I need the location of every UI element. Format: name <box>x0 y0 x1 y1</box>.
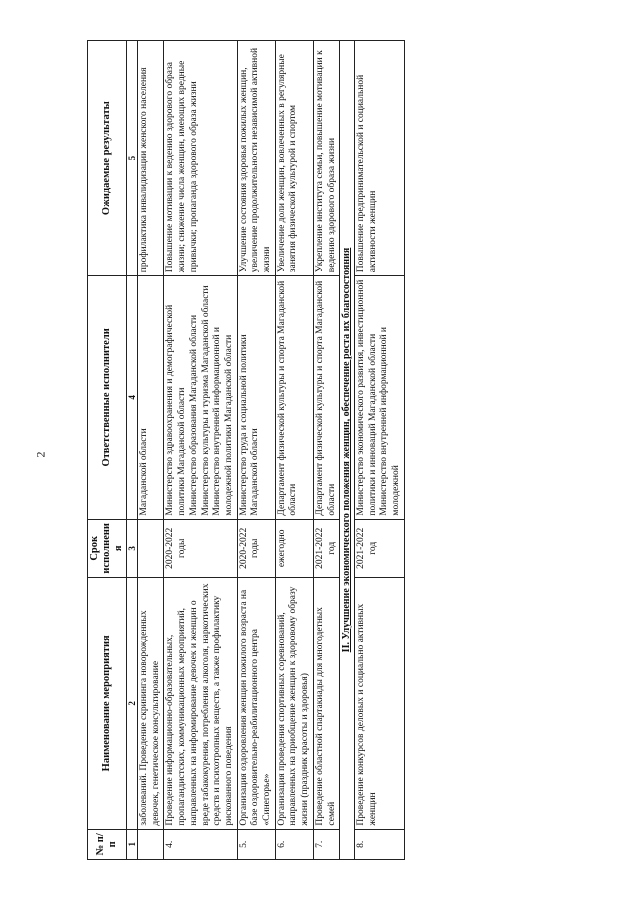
activity-results: Увеличение доли женщин, вовлеченных в регулярные занятия физической культурой и спортом <box>275 41 313 276</box>
table-row <box>164 41 237 860</box>
row-number: 6. <box>275 829 313 859</box>
header-name: Наименование мероприятия <box>88 578 127 830</box>
executor-line: Министерство культуры и туризма Магаданской области <box>200 285 211 516</box>
activity-executors <box>164 276 237 519</box>
executor-line: Министерство внутренней информационной и молодежной политики Магаданской области <box>212 326 234 516</box>
activity-name: Проведение областной спартакиады для многодетных семей <box>313 578 339 830</box>
activity-results: Укрепление института семьи, повышение мотивации к ведению здорового образа жизни <box>313 41 339 276</box>
header-results: Ожидаемые результаты <box>88 41 127 276</box>
activity-term <box>138 519 164 577</box>
column-number: 3 <box>127 519 138 577</box>
activity-results: Улучшение состояния здоровья пожилых женщин, увеличение продолжительности независимой активной жизни <box>237 41 275 276</box>
table-row <box>138 41 164 860</box>
header-term: Срок исполнения <box>88 519 127 577</box>
activity-term: 2020-2022 годы <box>164 519 237 577</box>
row-number: 4. <box>164 829 237 859</box>
activity-name: заболеваний. Проведение скрининга новорожденных девочек, генетическое консультирование <box>138 578 164 830</box>
executor-line: Министерство труда и социальной политики Магаданской области <box>238 334 261 516</box>
activity-name: Проведение конкурсов деловых и социально активных женщин <box>354 578 404 830</box>
activity-term: 2021-2022 год <box>313 519 339 577</box>
row-number: 8. <box>354 829 404 859</box>
executor-line: Министерство здравоохранения и демографической политики Магаданской области <box>165 304 188 516</box>
activity-executors <box>313 276 339 519</box>
header-executors: Ответственные исполнители <box>88 276 127 519</box>
header-no: № п/п <box>88 829 127 859</box>
activity-name: Организация проведения спортивных соревнований, направленных на приобщение женщин к здоровому образу жизни (праздник красоты и здоровья) <box>275 578 313 830</box>
row-number: 5. <box>237 829 275 859</box>
activity-term: ежегодно <box>275 519 313 577</box>
section-title: II. Улучшение экономического положения женщин, обеспечение роста их благосостояния <box>340 41 355 860</box>
executor-line: Министерство экономического развития, инвестиционной политики и инноваций Магаданской области <box>355 279 378 516</box>
page-number: 2 <box>33 451 48 458</box>
column-number: 4 <box>127 276 138 519</box>
row-number <box>138 829 164 859</box>
activity-name: Проведение информационно-образовательных, пропагандистских, коммуникационных мероприятий, направленных на информирование девочек и женщин о вреде табакокурения, потребления алкоголя, наркотических средств и психотропных веществ, а также профилактику рискованного поведения <box>164 578 237 830</box>
activities-table <box>87 40 405 860</box>
activity-term: 2021-2022 год <box>354 519 404 577</box>
table-row <box>313 41 339 860</box>
column-number: 5 <box>127 41 138 276</box>
activity-results: Повышение мотивации к ведению здорового образа жизни; снижение числа женщин, имеющих вредные привычки; пропаганда здорового образа жизни <box>164 41 237 276</box>
activity-executors <box>354 276 404 519</box>
activity-executors <box>138 276 164 519</box>
executor-line: Департамент физической культуры и спорта Магаданской области <box>314 280 337 516</box>
executor-line: Министерство образования Магаданской области <box>188 314 199 516</box>
column-number: 1 <box>127 829 138 859</box>
activity-results: профилактика инвалидизации женского населения <box>138 41 164 276</box>
executor-line: Департамент физической культуры и спорта Магаданской области <box>276 280 299 516</box>
rotated-table-container <box>87 40 640 860</box>
section-row <box>340 41 355 860</box>
column-number-row <box>127 41 138 860</box>
activity-executors <box>275 276 313 519</box>
activity-name: Организация оздоровления женщин пожилого возраста на базе оздоровительно-реабилитационного центра «Синегорье» <box>237 578 275 830</box>
table-row <box>237 41 275 860</box>
executor-line: Магаданской области <box>139 428 149 516</box>
activity-executors <box>237 276 275 519</box>
table-row <box>275 41 313 860</box>
activity-results: Повышение предпринимательской и социальной активности женщин <box>354 41 404 276</box>
column-number: 2 <box>127 578 138 830</box>
table-row <box>354 41 404 860</box>
header-row <box>88 41 127 860</box>
row-number: 7. <box>313 829 339 859</box>
executor-line: Министерство внутренней информационной и молодежной <box>379 326 402 516</box>
activity-term: 2020-2022 годы <box>237 519 275 577</box>
